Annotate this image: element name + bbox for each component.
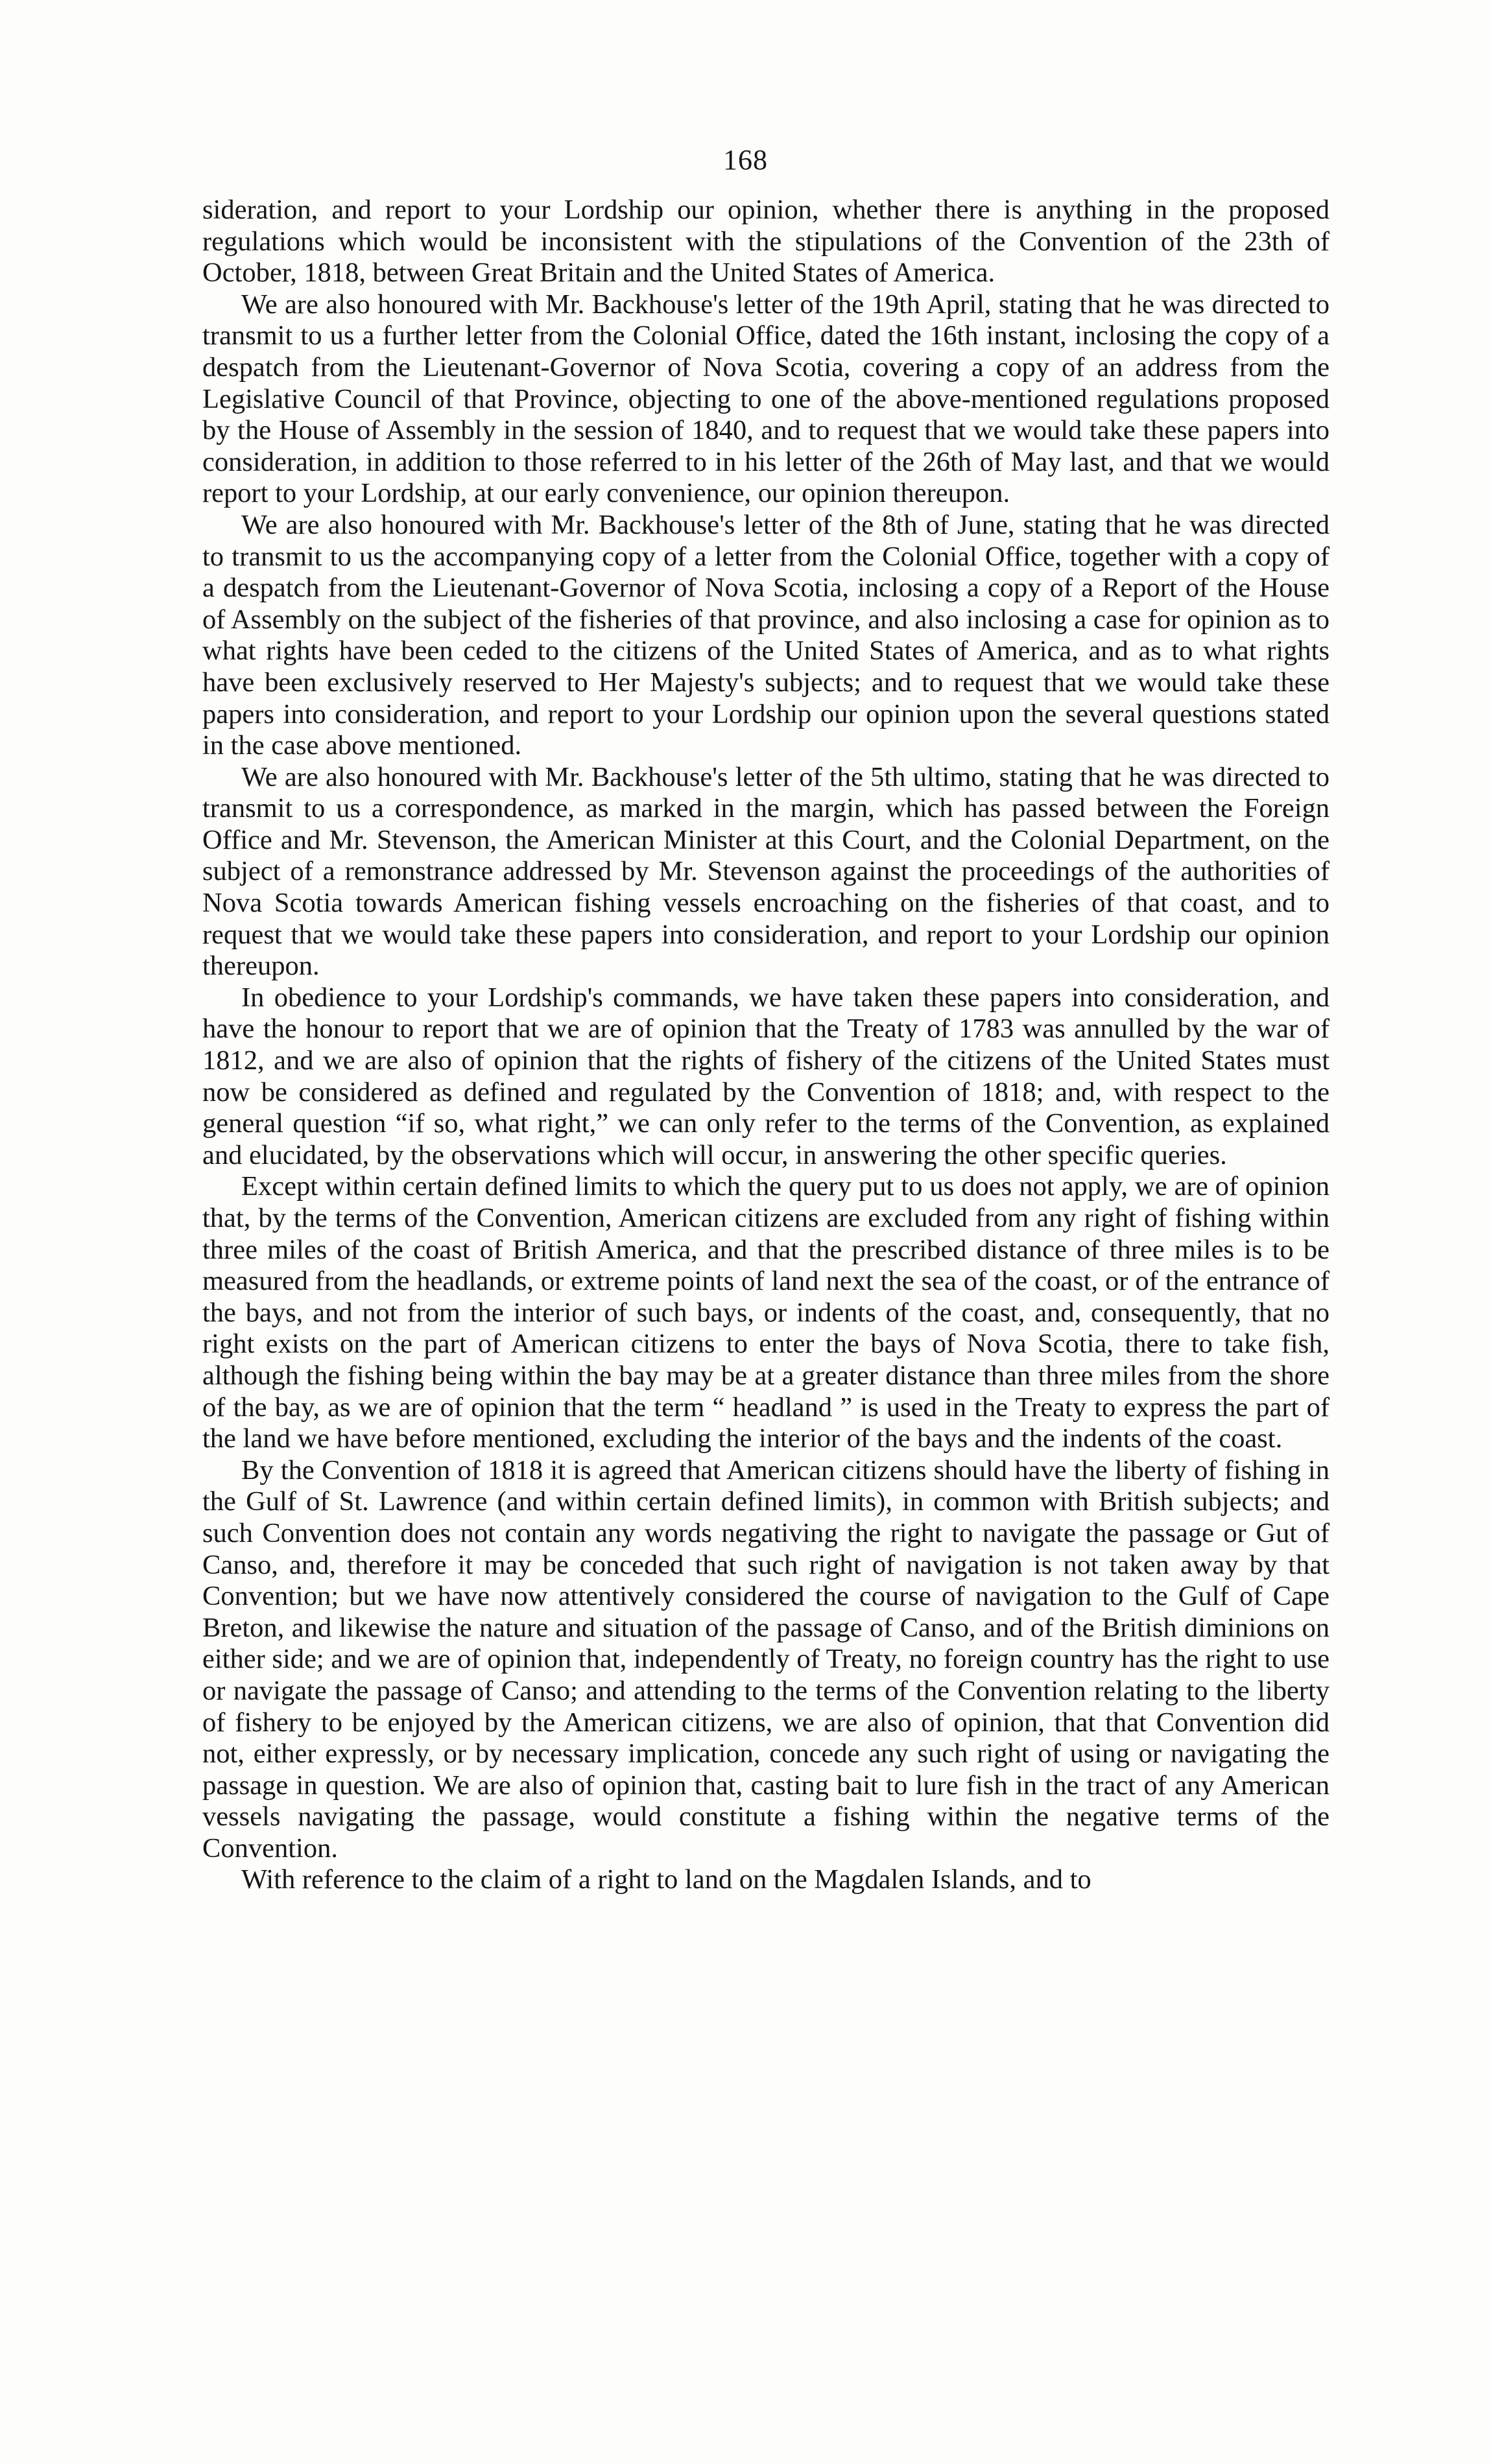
paragraph: By the Convention of 1818 it is agreed that American citizens should have the liberty of fishing in the Gulf of St. Lawrence (and within certain defined limits), in common with British subjects; and such Convention does not contain any words negativing the right to navigate the passage or Gut of Canso, and, therefore it may be conceded that such right of navigation is not taken away by that Convention; but we have now attentively considered the course of navigation to the Gulf of Cape Breton, and likewise the nature and situation of the passage of Canso, and of the British diminions on either side; and we are of opinion that, independently of Treaty, no foreign country has the right to use or navigate the passage of Canso; and attending to the terms of the Convention relating to the liberty of fishery to be enjoyed by the American citizens, we are also of opinion, that that Convention did not, either expressly, or by necessary implication, concede any such right of using or navigating the passage in question. We are also of opinion that, casting bait to lure fish in the tract of any American vessels navigating the passage, would constitute a fishing within the negative terms of the Convention. (202, 1454, 1330, 1864)
paragraph: We are also honoured with Mr. Backhouse's letter of the 8th of June, stating that he was directed to transmit to us the accompanying copy of a letter from the Colonial Office, together with a copy of a despatch from the Lieutenant-Governor of Nova Scotia, inclosing a copy of a Report of the House of Assembly on the subject of the fisheries of that province, and also inclosing a case for opinion as to what rights have been ceded to the citizens of the United States of America, and as to what rights have been exclusively reserved to Her Majesty's subjects; and to request that we would take these papers into consideration, and report to your Lordship our opinion upon the several questions stated in the case above mentioned. (202, 509, 1330, 761)
paragraph: Except within certain defined limits to which the query put to us does not apply, we are of opinion that, by the terms of the Convention, American citizens are excluded from any right of fishing within three miles of the coast of British America, and that the prescribed distance of three miles is to be measured from the headlands, or extreme points of land next the sea of the coast, or of the entrance of the bays, and not from the interior of such bays, or indents of the coast, and, consequently, that no right exists on the part of American citizens to enter the bays of Nova Scotia, there to take fish, although the fishing being within the bay may be at a greater distance than three miles from the shore of the bay, as we are of opinion that the term “ headland ” is used in the Treaty to express the part of the land we have before mentioned, excluding the interior of the bays and the indents of the coast. (202, 1171, 1330, 1454)
paragraph: With reference to the claim of a right to land on the Magdalen Islands, and to (241, 1864, 1091, 1895)
body-text (202, 195, 1330, 1896)
paragraph: sideration, and report to your Lordship our opinion, whether there is anything in the proposed regulations which would be inconsistent with the stipulations of the Convention of the 23th of October, 1818, between Great Britain and the United States of America. (202, 195, 1330, 289)
paragraph: In obedience to your Lordship's commands, we have taken these papers into consideration, and have the honour to report that we are of opinion that the Treaty of 1783 was annulled by the war of 1812, and we are also of opinion that the rights of fishery of the citizens of the United States must now be considered as defined and regulated by the Convention of 1818; and, with respect to the general question “if so, what right,” we can only refer to the terms of the Convention, as explained and elucidated, by the observations which will occur, in answering the other specific queries. (202, 982, 1330, 1170)
page-number: 168 (723, 144, 768, 176)
paragraph: We are also honoured with Mr. Backhouse's letter of the 5th ultimo, stating that he was directed to transmit to us a correspondence, as marked in the margin, which has passed between the Foreign Office and Mr. Stevenson, the American Minister at this Court, and the Colonial Department, on the subject of a remonstrance addressed by Mr. Stevenson against the proceedings of the authorities of Nova Scotia towards American fishing vessels encroaching on the fisheries of that coast, and to request that we would take these papers into consideration, and report to your Lordship our opinion thereupon. (202, 761, 1330, 982)
paragraph: We are also honoured with Mr. Backhouse's letter of the 19th April, stating that he was directed to transmit to us a further letter from the Colonial Office, dated the 16th instant, inclosing the copy of a despatch from the Lieutenant-Governor of Nova Scotia, covering a copy of an address from the Legislative Council of that Province, objecting to one of the above-mentioned regulations proposed by the House of Assembly in the session of 1840, and to request that we would take these papers into consideration, in addition to those referred to in his letter of the 26th of May last, and that we would report to your Lordship, at our early convenience, our opinion thereupon. (202, 289, 1330, 509)
